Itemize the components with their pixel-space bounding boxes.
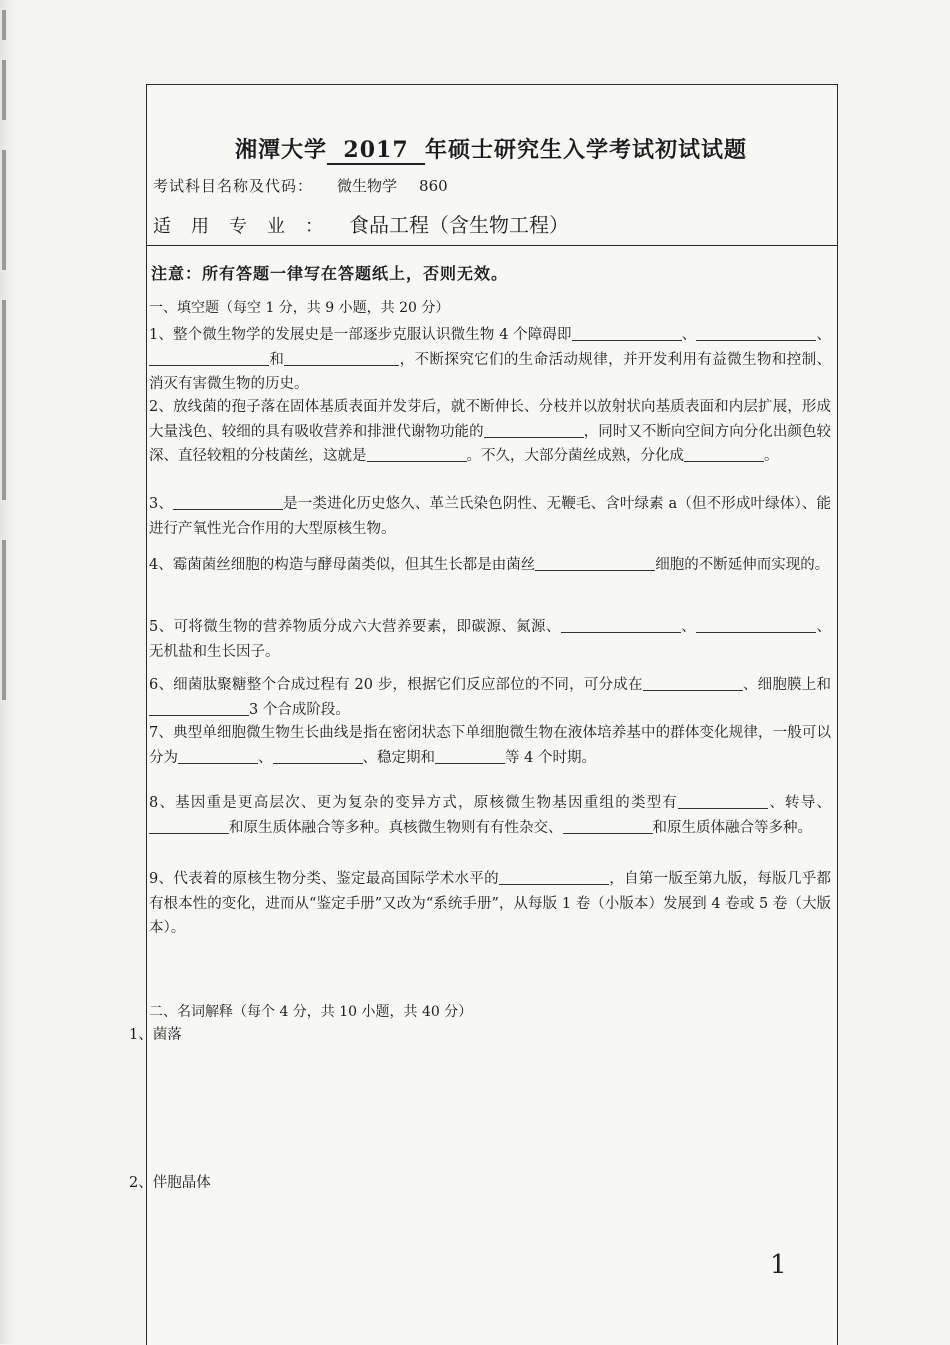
question-4: 4、霉菌菌丝细胞的构造与酵母菌类似，但其生长都是由菌丝 细胞的不断延伸而实现的。 <box>149 557 830 573</box>
exam-body <box>129 247 837 1345</box>
answer-blank <box>173 495 283 511</box>
answer-blank <box>643 676 743 692</box>
term-1: 1、菌落 <box>129 1027 182 1043</box>
scan-artifact <box>2 60 6 120</box>
answer-blank <box>149 700 249 716</box>
major-row <box>153 209 569 238</box>
answer-blank <box>149 350 269 366</box>
question-9: 9、代表着的原核生物分类、鉴定最高国际学术水平的 ，自第一版至第九版，每版几乎都有根本性的变化，进而从“鉴定手册”又改为“系统手册”，从每版 1 卷（小版本）发展到 4 卷或 5 卷（大版本）。 <box>149 871 831 936</box>
title-suffix: 年硕士研究生入学考试初试试题 <box>425 137 748 163</box>
subject-label: 考试科目名称及代码： <box>153 177 314 195</box>
term-2: 2、伴胞晶体 <box>129 1175 211 1191</box>
answer-blank <box>273 748 363 764</box>
exam-header <box>147 85 837 246</box>
question-5: 5、可将微生物的营养物质分成六大营养要素，即碳源、氮源、 、 、无机盐和生长因子。 <box>149 619 832 660</box>
major-value: 食品工程（含生物工程） <box>349 213 569 237</box>
answer-blank <box>284 350 399 366</box>
question-7: 7、典型单细胞微生物生长曲线是指在密闭状态下单细胞微生物在液体培养基中的群体变化规律，一般可以分为 、 、稳定期和 等 4 个时期。 <box>149 725 831 766</box>
exam-title <box>235 133 747 165</box>
answer-blank <box>684 447 764 463</box>
question-6: 6、细菌肽聚糖整个合成过程有 20 步，根据它们反应部位的不同，可分成在 、细胞膜上和3 个合成阶段。 <box>149 677 831 718</box>
scan-artifact <box>2 150 6 270</box>
answer-blank <box>149 818 229 834</box>
answer-blank <box>367 447 467 463</box>
answer-blank <box>572 326 682 342</box>
answer-blank <box>535 556 655 572</box>
subject-row <box>153 175 448 196</box>
answer-blank <box>563 818 653 834</box>
answer-blank <box>435 748 505 764</box>
scan-artifact <box>2 540 6 700</box>
section-1-heading: 一、填空题（每空 1 分，共 9 小题，共 20 分） <box>149 300 450 316</box>
answer-blank <box>696 326 816 342</box>
answer-blank <box>178 748 258 764</box>
answer-blank <box>678 794 768 810</box>
exam-frame <box>129 84 838 1345</box>
subject-name: 微生物学 <box>337 177 398 195</box>
page-number: 1 <box>770 1250 787 1280</box>
scan-artifact <box>2 300 6 500</box>
question-1: 1、整个微生物学的发展史是一部逐步克服认识微生物 4 个障碍即 、 、和 ，不断探究它们的生命活动规律，并开发利用有益微生物和控制、消灭有害微生物的历史。 <box>149 327 832 392</box>
notice: 注意：所有答题一律写在答题纸上，否则无效。 <box>151 264 509 283</box>
scan-artifact <box>2 10 6 40</box>
question-8: 8、基因重是更高层次、更为复杂的变异方式，原核微生物基因重组的类型有 、转导、和原生质体融合等多种。真核微生物则有有性杂交、 和原生质体融合等多种。 <box>149 795 831 836</box>
subject-code: 860 <box>419 177 448 195</box>
university-name: 湘潭大学 <box>235 137 328 163</box>
scan-edge <box>0 0 14 1344</box>
major-label: 适用专业： <box>153 216 343 237</box>
answer-blank <box>499 870 609 886</box>
question-3: 3、 是一类进化历史悠久、革兰氏染色阴性、无鞭毛、含叶绿素 a（但不形成叶绿体）、能进行产氧性光合作用的大型原核生物。 <box>149 496 831 537</box>
exam-year: 2017 <box>327 137 425 165</box>
answer-blank <box>696 618 816 634</box>
section-2-heading: 二、名词解释（每个 4 分，共 10 小题，共 40 分） <box>149 1004 473 1020</box>
answer-blank <box>561 618 681 634</box>
question-2: 2、放线菌的孢子落在固体基质表面并发芽后，就不断伸长、分枝并以放射状向基质表面和内层扩展，形成大量浅色、较细的具有吸收营养和排泄代谢物功能的 ，同时又不断向空间方向分化出颜色较深、直径较粗的分枝菌丝，这就是 。不久，大部分菌丝成熟，分化成 。 <box>149 399 832 464</box>
answer-blank <box>484 422 584 438</box>
